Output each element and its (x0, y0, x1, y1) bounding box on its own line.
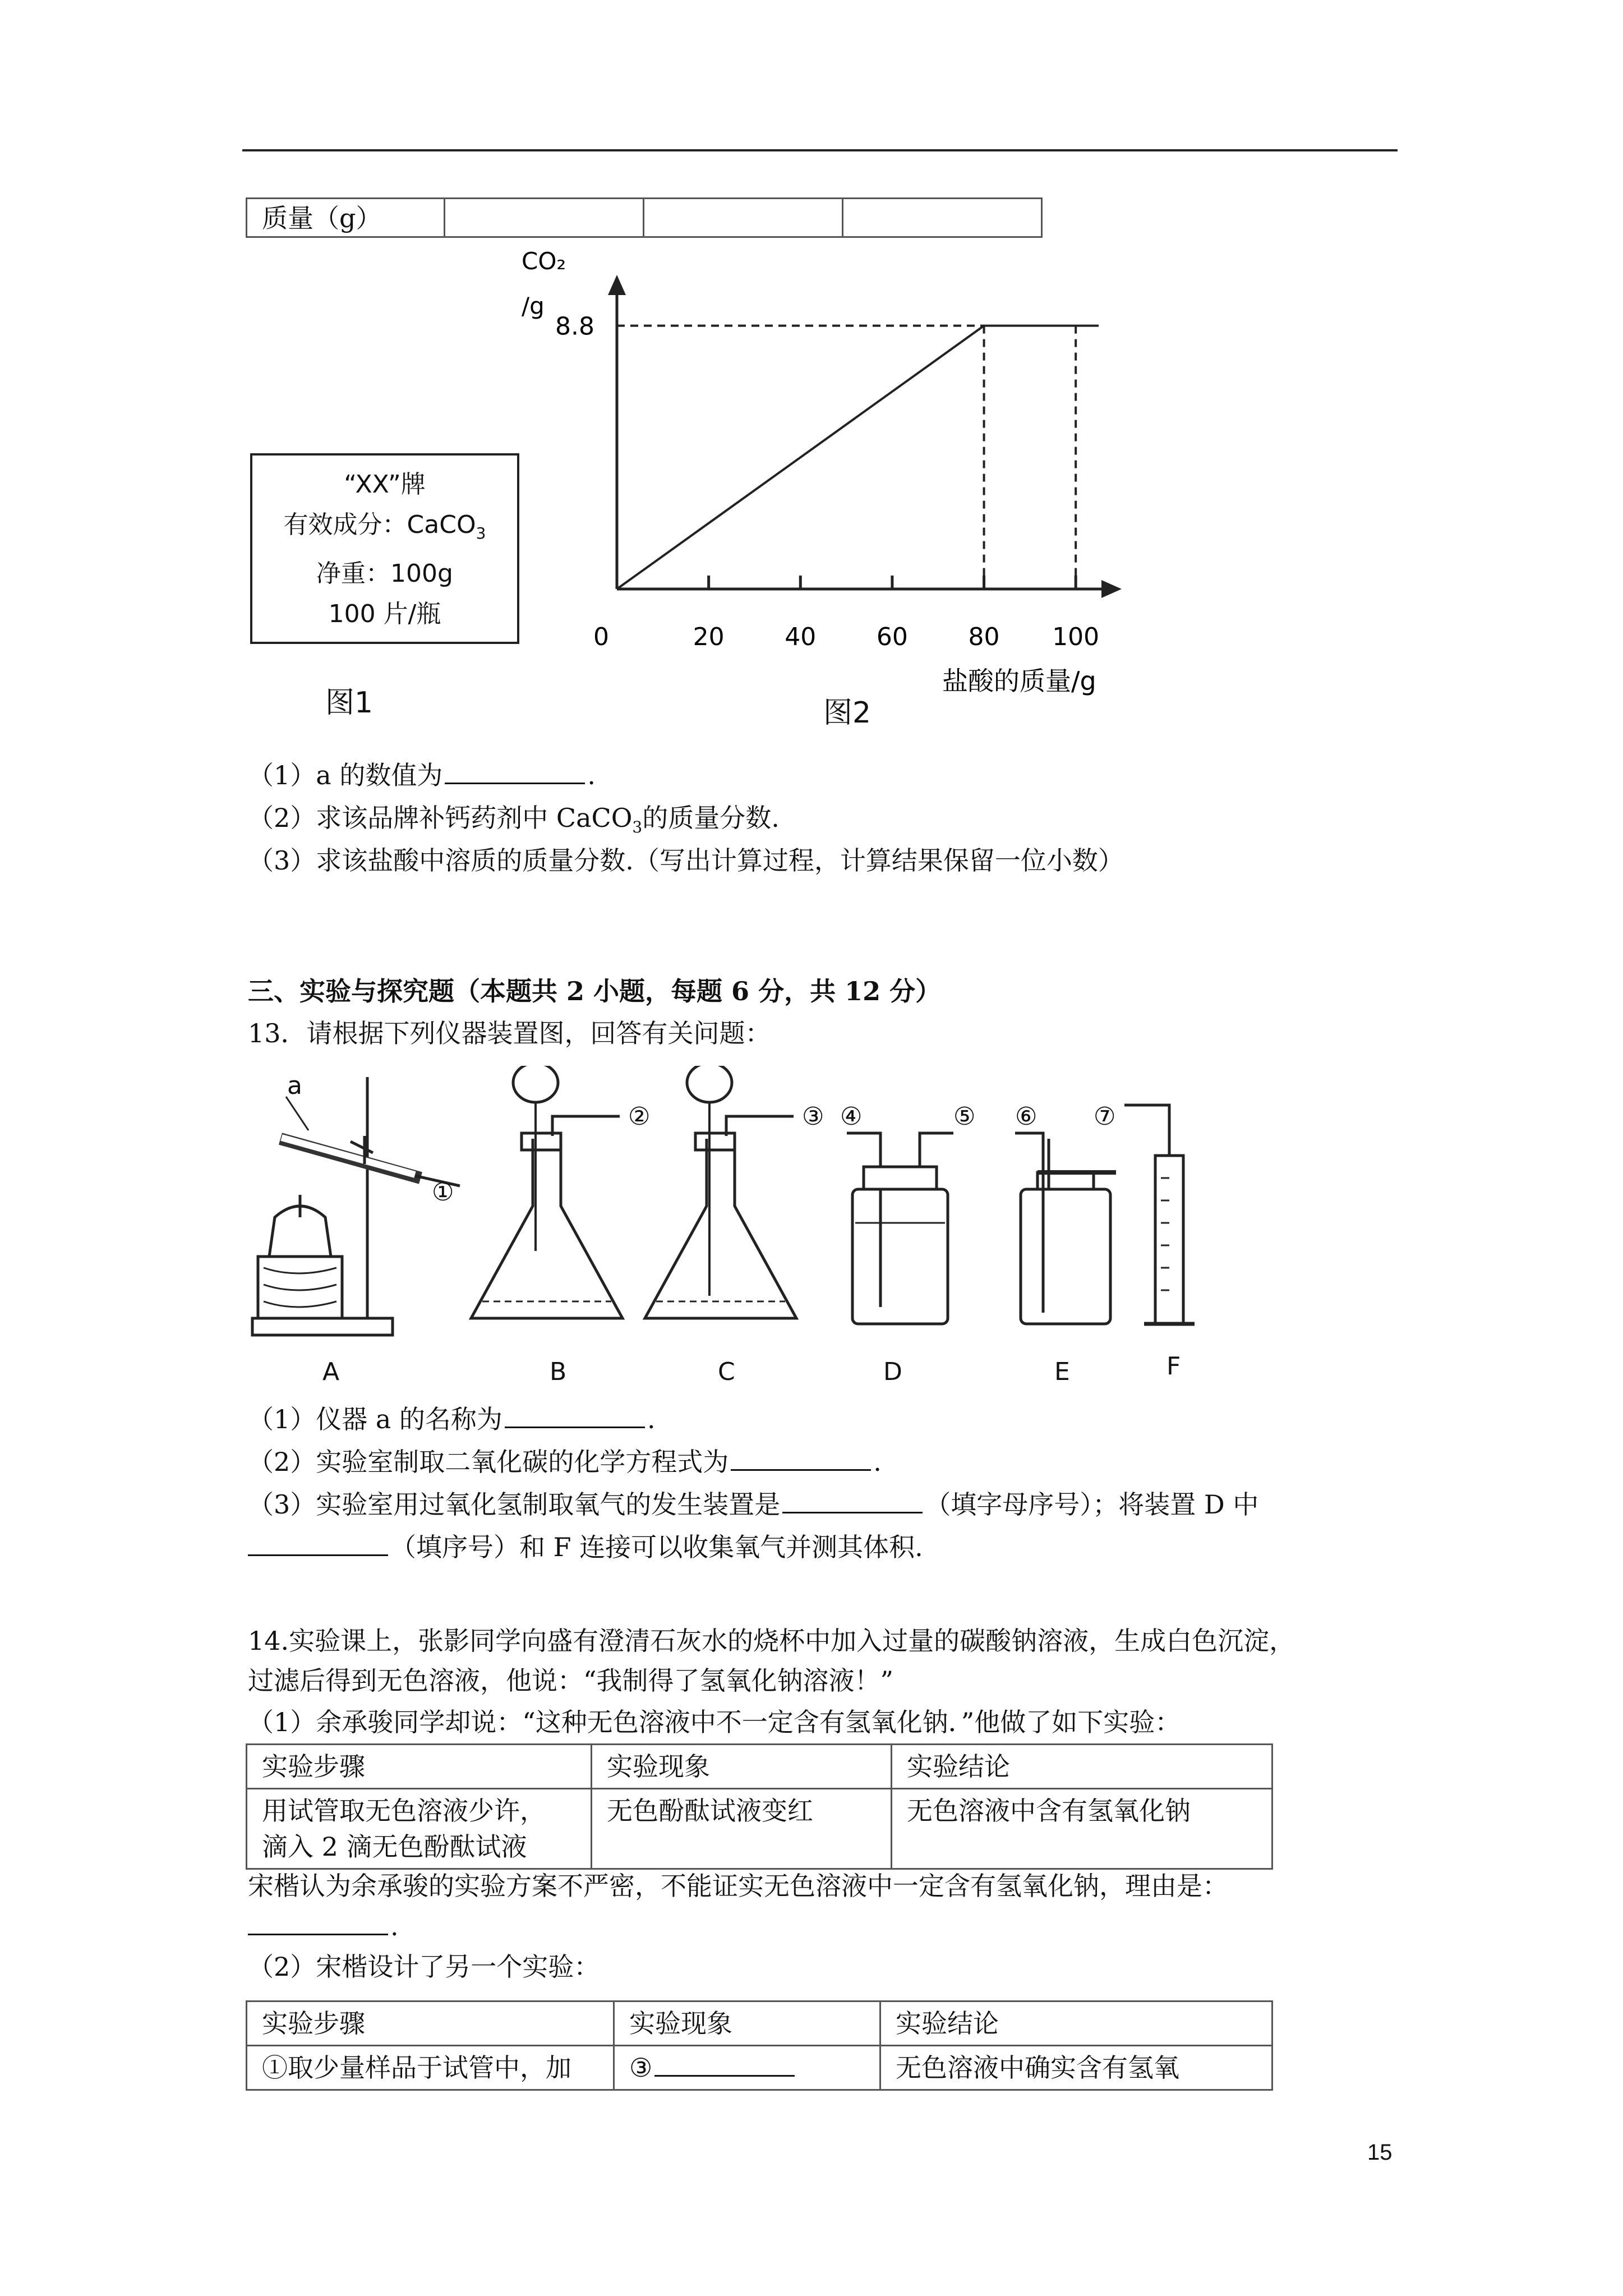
x-tick-label: 20 (693, 623, 725, 651)
top-table-cell (445, 199, 644, 237)
label-7: ⑦ (1094, 1102, 1116, 1131)
table-cell-step: ①取少量样品于试管中，加 (247, 2046, 614, 2090)
answer-blank[interactable] (248, 1910, 388, 1935)
q13-part1: （1）仪器 a 的名称为 . (248, 1404, 656, 1434)
figure2-caption: 图2 (823, 696, 872, 730)
table-header: 实验结论 (880, 2001, 1272, 2046)
table-cell-conclusion: 无色溶液中确实含有氢氧 (880, 2046, 1272, 2090)
answer-blank[interactable] (731, 1446, 871, 1471)
q14-reason-answer: . (248, 1910, 399, 1943)
label-6: ⑥ (1015, 1102, 1038, 1131)
table-header: 实验现象 (592, 1745, 892, 1789)
label-E: E (1054, 1358, 1070, 1386)
q13-part3: （3）实验室用过氧化氢制取氧气的发生装置是 （填字母序号）；将装置 D 中 (248, 1489, 1259, 1520)
top-table-label: 质量（g） (247, 199, 445, 237)
table-header: 实验步骤 (247, 2001, 614, 2046)
product-net-weight: 净重：100g (316, 559, 453, 588)
answer-blank[interactable] (248, 1531, 388, 1556)
page-number: 15 (1367, 2140, 1393, 2165)
table-cell-observation: ③ (614, 2046, 880, 2090)
experiment-table-1 (246, 1743, 1273, 1870)
label-a: a (287, 1071, 302, 1100)
y-tick-label: 8.8 (555, 312, 594, 341)
section-heading: 三、实验与探究题（本题共 2 小题，每题 6 分，共 12 分） (248, 976, 942, 1006)
experiment-table-2 (246, 2000, 1273, 2091)
q13-part2: （2）实验室制取二氧化碳的化学方程式为 . (248, 1447, 882, 1477)
label-2: ② (628, 1102, 651, 1131)
figure1-caption: 图1 (325, 686, 374, 720)
y-axis-arrow (608, 275, 626, 295)
header-rule (242, 149, 1398, 151)
label-5: ⑤ (953, 1102, 976, 1131)
series-line (617, 326, 1099, 589)
table-cell-observation: 无色酚酞试液变红 (592, 1789, 892, 1869)
x-tick-label: 40 (785, 623, 817, 651)
x-axis-arrow (1101, 580, 1122, 598)
table-cell-conclusion: 无色溶液中含有氢氧化钠 (892, 1789, 1272, 1869)
product-count: 100 片/瓶 (328, 599, 441, 628)
label-A: A (322, 1358, 340, 1386)
table-header: 实验结论 (892, 1745, 1272, 1789)
label-C: C (718, 1358, 735, 1386)
answer-blank[interactable] (782, 1488, 923, 1513)
q14-intro-1: 14.实验课上，张影同学向盛有澄清石灰水的烧杯中加入过量的碳酸钠溶液，生成白色沉淀， (248, 1626, 1295, 1656)
top-table-cell (843, 199, 1042, 237)
q12-part1: （1）a 的数值为 . (248, 760, 596, 790)
label-D: D (883, 1358, 902, 1386)
x-tick-label: 80 (968, 623, 1000, 651)
label-F: F (1166, 1352, 1181, 1381)
x-tick-label: 60 (876, 623, 908, 651)
y-axis-unit: /g (522, 292, 545, 320)
top-table (246, 197, 1043, 238)
y-axis-label: CO₂ (522, 247, 566, 275)
q13-part3-cont: （填序号）和 F 连接可以收集氧气并测其体积. (248, 1530, 923, 1564)
table-header: 实验步骤 (247, 1745, 592, 1789)
q14-intro-2: 过滤后得到无色溶液，他说：“我制得了氢氧化钠溶液！” (248, 1665, 894, 1696)
label-1: ① (432, 1178, 454, 1207)
answer-blank[interactable] (445, 759, 585, 784)
q14-reason: 宋楷认为余承骏的实验方案不严密，不能证实无色溶液中一定含有氢氧化钠，理由是： (248, 1871, 1228, 1901)
apparatus-figure (247, 1066, 1267, 1391)
x-axis-label: 盐酸的质量/g (942, 666, 1096, 696)
answer-blank[interactable] (505, 1403, 645, 1428)
label-4: ④ (840, 1102, 863, 1131)
table-cell-step: 用试管取无色溶液少许， 滴入 2 滴无色酚酞试液 (247, 1789, 592, 1869)
q14-part2: （2）宋楷设计了另一个实验： (248, 1952, 600, 1982)
co2-chart (505, 247, 1166, 752)
label-B: B (550, 1358, 567, 1386)
table-header: 实验现象 (614, 2001, 880, 2046)
product-label-box (250, 453, 519, 644)
q14-part1: （1）余承骏同学却说：“这种无色溶液中不一定含有氢氧化钠．”他做了如下实验： (248, 1707, 1181, 1737)
x-tick-label: 100 (1052, 623, 1100, 651)
x-tick-label: 0 (593, 623, 609, 651)
q12-part2: （2）求该品牌补钙药剂中 CaCO$_3$的质量分数. (248, 803, 780, 837)
q12-part3: （3）求该盐酸中溶质的质量分数.（写出计算过程，计算结果保留一位小数） (248, 845, 1124, 876)
q13-intro: 13．请根据下列仪器装置图，回答有关问题： (248, 1018, 771, 1048)
label-3: ③ (802, 1102, 824, 1131)
product-brand: “XX”牌 (344, 470, 426, 499)
top-table-cell (644, 199, 843, 237)
answer-blank[interactable] (654, 2051, 795, 2077)
product-ingredient: 有效成分：CaCO$_3$ (283, 510, 486, 542)
